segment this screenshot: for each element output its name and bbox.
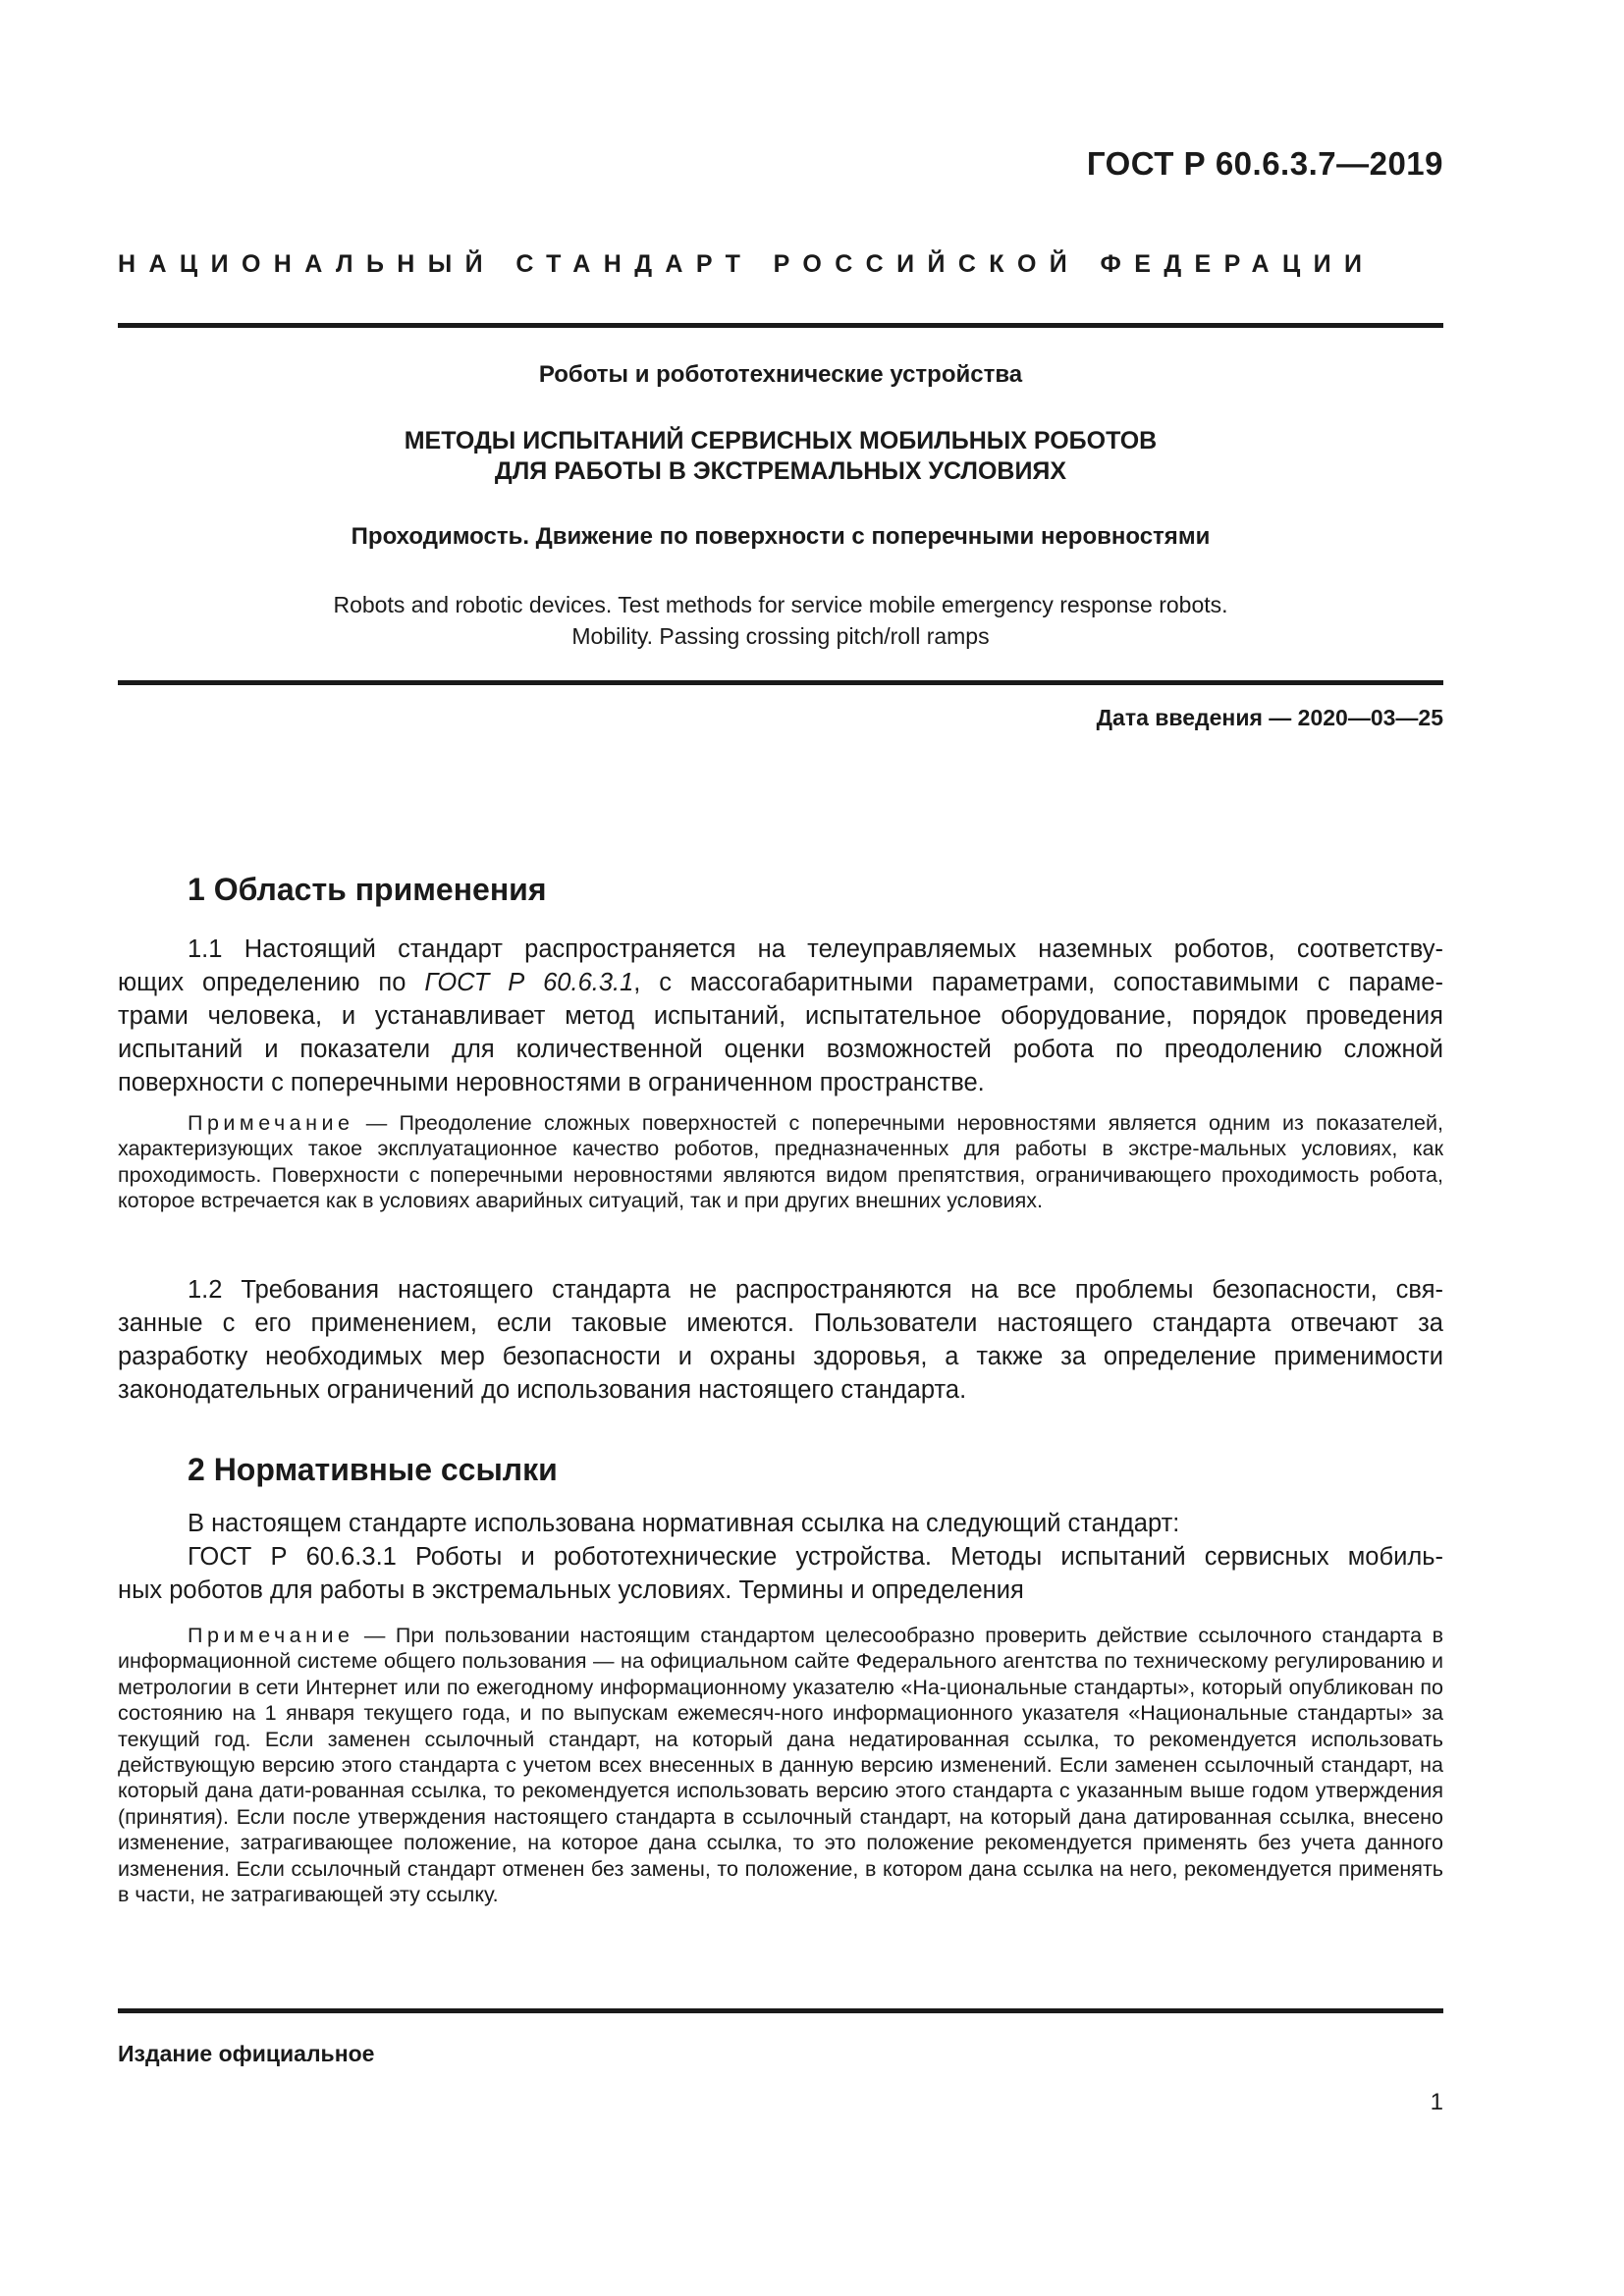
clause-2-text <box>118 1507 1443 1607</box>
note-label: Примечание <box>188 1624 354 1647</box>
clause-2-line: В настоящем стандарте использована нормативная ссылка на следующий стандарт: <box>188 1510 1180 1537</box>
clause-1-2-line: занные с его применением, если таковые имеются. Пользователи настоящего стандарта отвечают за <box>118 1309 1443 1337</box>
note-text: — Преодоление сложных поверхностей с поперечными неровностями является одним из показателей, характеризующих такое эксплуатационное качество роботов, предназначенных для работы в экстре-мальных условиях, как проходимость. Поверхности с поперечными неровностями являются видом препятствия, ограничивающего проходимость робота, которое встречается как в условиях аварийных ситуаций, так и при других внешних условиях. <box>118 1111 1443 1213</box>
clause-1-1-text: ющих определению по <box>118 969 425 996</box>
standard-main-title <box>118 426 1443 487</box>
standard-banner: НАЦИОНАЛЬНЫЙ СТАНДАРТ РОССИЙСКОЙ ФЕДЕРАЦИИ <box>118 250 1376 278</box>
footer-divider <box>118 2008 1443 2013</box>
section-2-heading: 2 Нормативные ссылки <box>188 1452 558 1487</box>
reference-link: ГОСТ Р 60.6.3.1 <box>424 969 634 996</box>
clause-1-1-line <box>118 966 1443 999</box>
standard-series-title: Роботы и робототехнические устройства <box>538 361 1023 388</box>
introduction-date: Дата введения — 2020—03—25 <box>1096 705 1443 730</box>
main-title-line-1: МЕТОДЫ ИСПЫТАНИЙ СЕРВИСНЫХ МОБИЛЬНЫХ РОБОТОВ <box>404 427 1158 454</box>
main-title-line-2: ДЛЯ РАБОТЫ В ЭКСТРЕМАЛЬНЫХ УСЛОВИЯХ <box>494 457 1067 485</box>
document-number: ГОСТ Р 60.6.3.7—2019 <box>1086 145 1443 182</box>
clause-2-line: ГОСТ Р 60.6.3.1 Роботы и робототехнические устройства. Методы испытаний сервисных мобиль- <box>188 1543 1443 1571</box>
note-label: Примечание <box>188 1111 354 1135</box>
clause-2-line: ных роботов для работы в экстремальных условиях. Термины и определения <box>118 1576 1024 1604</box>
header-divider <box>118 323 1443 328</box>
clause-1-2-line: законодательных ограничений до использования настоящего стандарта. <box>118 1376 967 1404</box>
title-divider <box>118 680 1443 685</box>
official-edition-label: Издание официальное <box>118 2041 375 2066</box>
english-title-line-2: Mobility. Passing crossing pitch/roll ramps <box>571 623 990 649</box>
note-text: — При пользовании настоящим стандартом целесообразно проверить действие ссылочного стандарта в информационной системе общего пользования — на официальном сайте Федерального агентства по техническому регулированию и метрологии в сети Интернет или по ежегодному информационному указателю «На-циональные стандарты», который опубликован по состоянию на 1 января текущего года, и по выпускам ежемесяч-ного информационного указателя «Национальные стандарты» за текущий год. Если заменен ссылочный стандарт, на который дана недатированная ссылка, то рекомендуется использовать действующую версию этого стандарта с учетом всех внесенных в данную версию изменений. Если заменен ссылочный стандарт, на который дана дати-рованная ссылка, то рекомендуется использовать версию этого стандарта с указанным выше годом утверждения (принятия). Если после утверждения настоящего стандарта в ссылочный стандарт, на который дана датированная ссылка, внесено изменение, затрагивающее положение, на которое дана ссылка, то это положение рекомендуется применять без учета данного изменения. Если ссылочный стандарт отменен без замены, то положение, в котором дана ссылка на него, рекомендуется применять в части, не затрагивающей эту ссылку. <box>118 1624 1443 1907</box>
clause-1-2 <box>118 1273 1443 1407</box>
clause-1-1-text: , с массогабаритными параметрами, сопоставимыми с параме- <box>633 969 1443 996</box>
note-1 <box>118 1110 1443 1214</box>
english-title-line-1: Robots and robotic devices. Test methods for service mobile emergency response robots. <box>333 592 1228 617</box>
clause-1-1-line: поверхности с поперечными неровностями в ограниченном пространстве. <box>118 1069 985 1096</box>
document-page <box>118 0 1443 2296</box>
english-title <box>118 589 1443 652</box>
clause-1-2-line: разработку необходимых мер безопасности и охраны здоровья, а также за определение применимости <box>118 1343 1443 1370</box>
clause-1-1-line: испытаний и показатели для количественной оценки возможностей робота по преодолению сложной <box>118 1036 1443 1063</box>
note-2 <box>118 1623 1443 1907</box>
standard-subtitle: Проходимость. Движение по поверхности с поперечными неровностями <box>351 523 1211 550</box>
page-number: 1 <box>1430 2089 1443 2115</box>
clause-1-1-line: 1.1 Настоящий стандарт распространяется на телеуправляемых наземных роботов, соответству- <box>188 935 1443 963</box>
clause-1-2-line: 1.2 Требования настоящего стандарта не распространяются на все проблемы безопасности, свя- <box>188 1276 1443 1304</box>
clause-1-1-line: трами человека, и устанавливает метод испытаний, испытательное оборудование, порядок проведения <box>118 1002 1443 1030</box>
section-1-heading: 1 Область применения <box>188 872 547 907</box>
clause-1-1 <box>118 933 1443 1099</box>
